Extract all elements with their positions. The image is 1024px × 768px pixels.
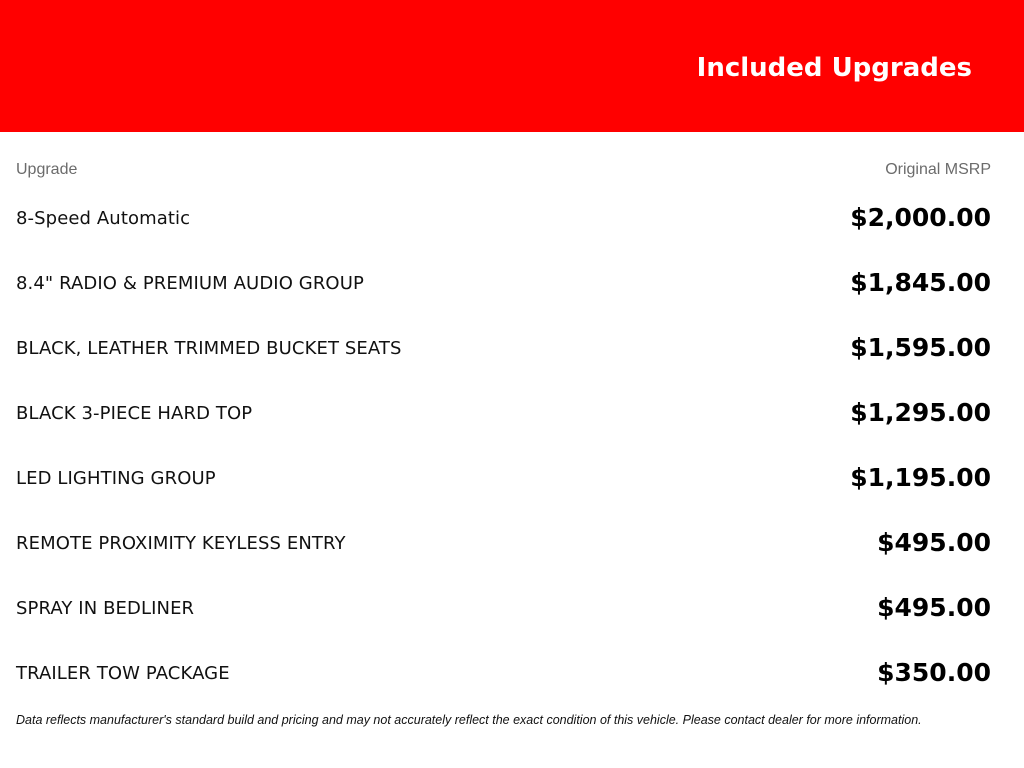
msrp-column-header: Original MSRP: [885, 161, 991, 178]
disclaimer-text: Data reflects manufacturer's standard build and pricing and may not accurately reflect the exact condition of this vehicle. Please contact dealer for more information.: [16, 713, 922, 727]
upgrade-row: [16, 251, 991, 316]
page-title: Included Upgrades: [696, 53, 972, 83]
upgrade-price: $1,195.00: [850, 463, 991, 492]
upgrade-price: $350.00: [877, 658, 991, 687]
upgrade-row: [16, 186, 991, 251]
upgrade-name: BLACK, LEATHER TRIMMED BUCKET SEATS: [16, 338, 402, 359]
upgrade-name: SPRAY IN BEDLINER: [16, 598, 195, 619]
upgrade-row: [16, 511, 991, 576]
upgrade-name: 8-Speed Automatic: [16, 208, 191, 229]
upgrades-list: [16, 186, 991, 706]
upgrade-row: [16, 576, 991, 641]
upgrade-name: TRAILER TOW PACKAGE: [16, 663, 230, 684]
upgrade-price: $1,595.00: [850, 333, 991, 362]
upgrade-price: $495.00: [877, 528, 991, 557]
upgrade-row: [16, 316, 991, 381]
header-banner: [0, 0, 1024, 132]
upgrade-price: $495.00: [877, 593, 991, 622]
column-headers: [16, 159, 991, 181]
upgrade-price: $1,845.00: [850, 268, 991, 297]
upgrade-column-header: Upgrade: [16, 161, 78, 178]
upgrade-name: 8.4" RADIO & PREMIUM AUDIO GROUP: [16, 273, 364, 294]
upgrade-price: $1,295.00: [850, 398, 991, 427]
upgrade-row: [16, 446, 991, 511]
upgrade-name: REMOTE PROXIMITY KEYLESS ENTRY: [16, 533, 346, 554]
upgrade-price: $2,000.00: [850, 203, 991, 232]
upgrade-row: [16, 381, 991, 446]
upgrade-name: LED LIGHTING GROUP: [16, 468, 216, 489]
upgrade-row: [16, 641, 991, 706]
upgrade-name: BLACK 3-PIECE HARD TOP: [16, 403, 253, 424]
